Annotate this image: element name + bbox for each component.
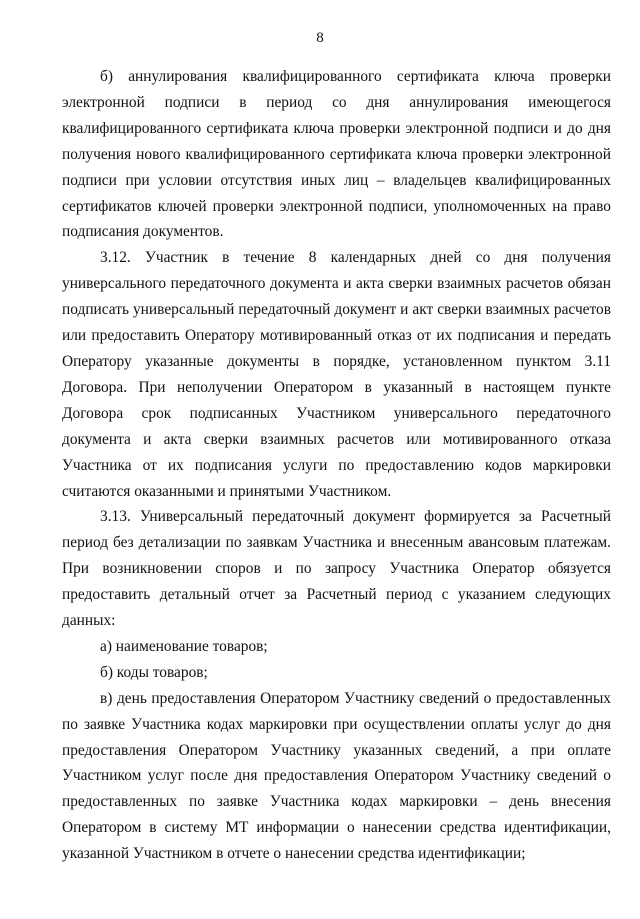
- paragraph-b-annulment: б) аннулирования квалифицированного сертификата ключа проверки электронной подписи в период со дня аннулирования имеющегося квалифицированного сертификата ключа проверки электронной подписи и до дня получения нового квалифицированного сертификата ключа проверки электронной подписи при условии отсутствия иных лиц – владельцев квалифицированных сертификатов ключей проверки электронной подписи, уполномоченных на право подписания документов.: [62, 68, 611, 241]
- list-item-v: в) день предоставления Оператором Участнику сведений о предоставленных по заявке Участника кодах маркировки при осуществлении оплаты услуг до дня предоставления Оператором Участнику указанных сведений, а при оплате Участником услуг после дня предоставления Оператором Участнику сведений о предоставленных по заявке Участника кодах маркировки – день внесения Оператором в систему МТ информации о нанесении средства идентификации, указанной Участником в отчете о нанесении средства идентификации;: [62, 689, 611, 863]
- page-number: 8: [316, 30, 324, 46]
- paragraph-3-12: 3.12. Участник в течение 8 календарных дней со дня получения универсального передаточного документа и акта сверки взаимных расчетов обязан подписать универсальный передаточный документ и акт сверки взаимных расчетов или предоставить Оператору мотивированный отказ от их подписания и передать Оператору указанные документы в порядке, установленном пунктом 3.11 Договора. При неполучении Оператором в указанный в настоящем пункте Договора срок подписанных Участником универсального передаточного документа и акта сверки взаимных расчетов или мотивированного отказа Участника от их подписания услуги по предоставлению кодов маркировки считаются оказанными и принятыми Участником.: [62, 249, 611, 500]
- paragraph-3-13: 3.13. Универсальный передаточный документ формируется за Расчетный период без детализации по заявкам Участника и внесенным авансовым платежам. При возникновении споров и по запросу Участника Оператор обязуется предоставить детальный отчет за Расчетный период с указанием следующих данных:: [62, 508, 611, 630]
- list-item-a: а) наименование товаров;: [100, 637, 268, 655]
- list-item-b: б) коды товаров;: [100, 663, 208, 681]
- document-body: [62, 64, 611, 867]
